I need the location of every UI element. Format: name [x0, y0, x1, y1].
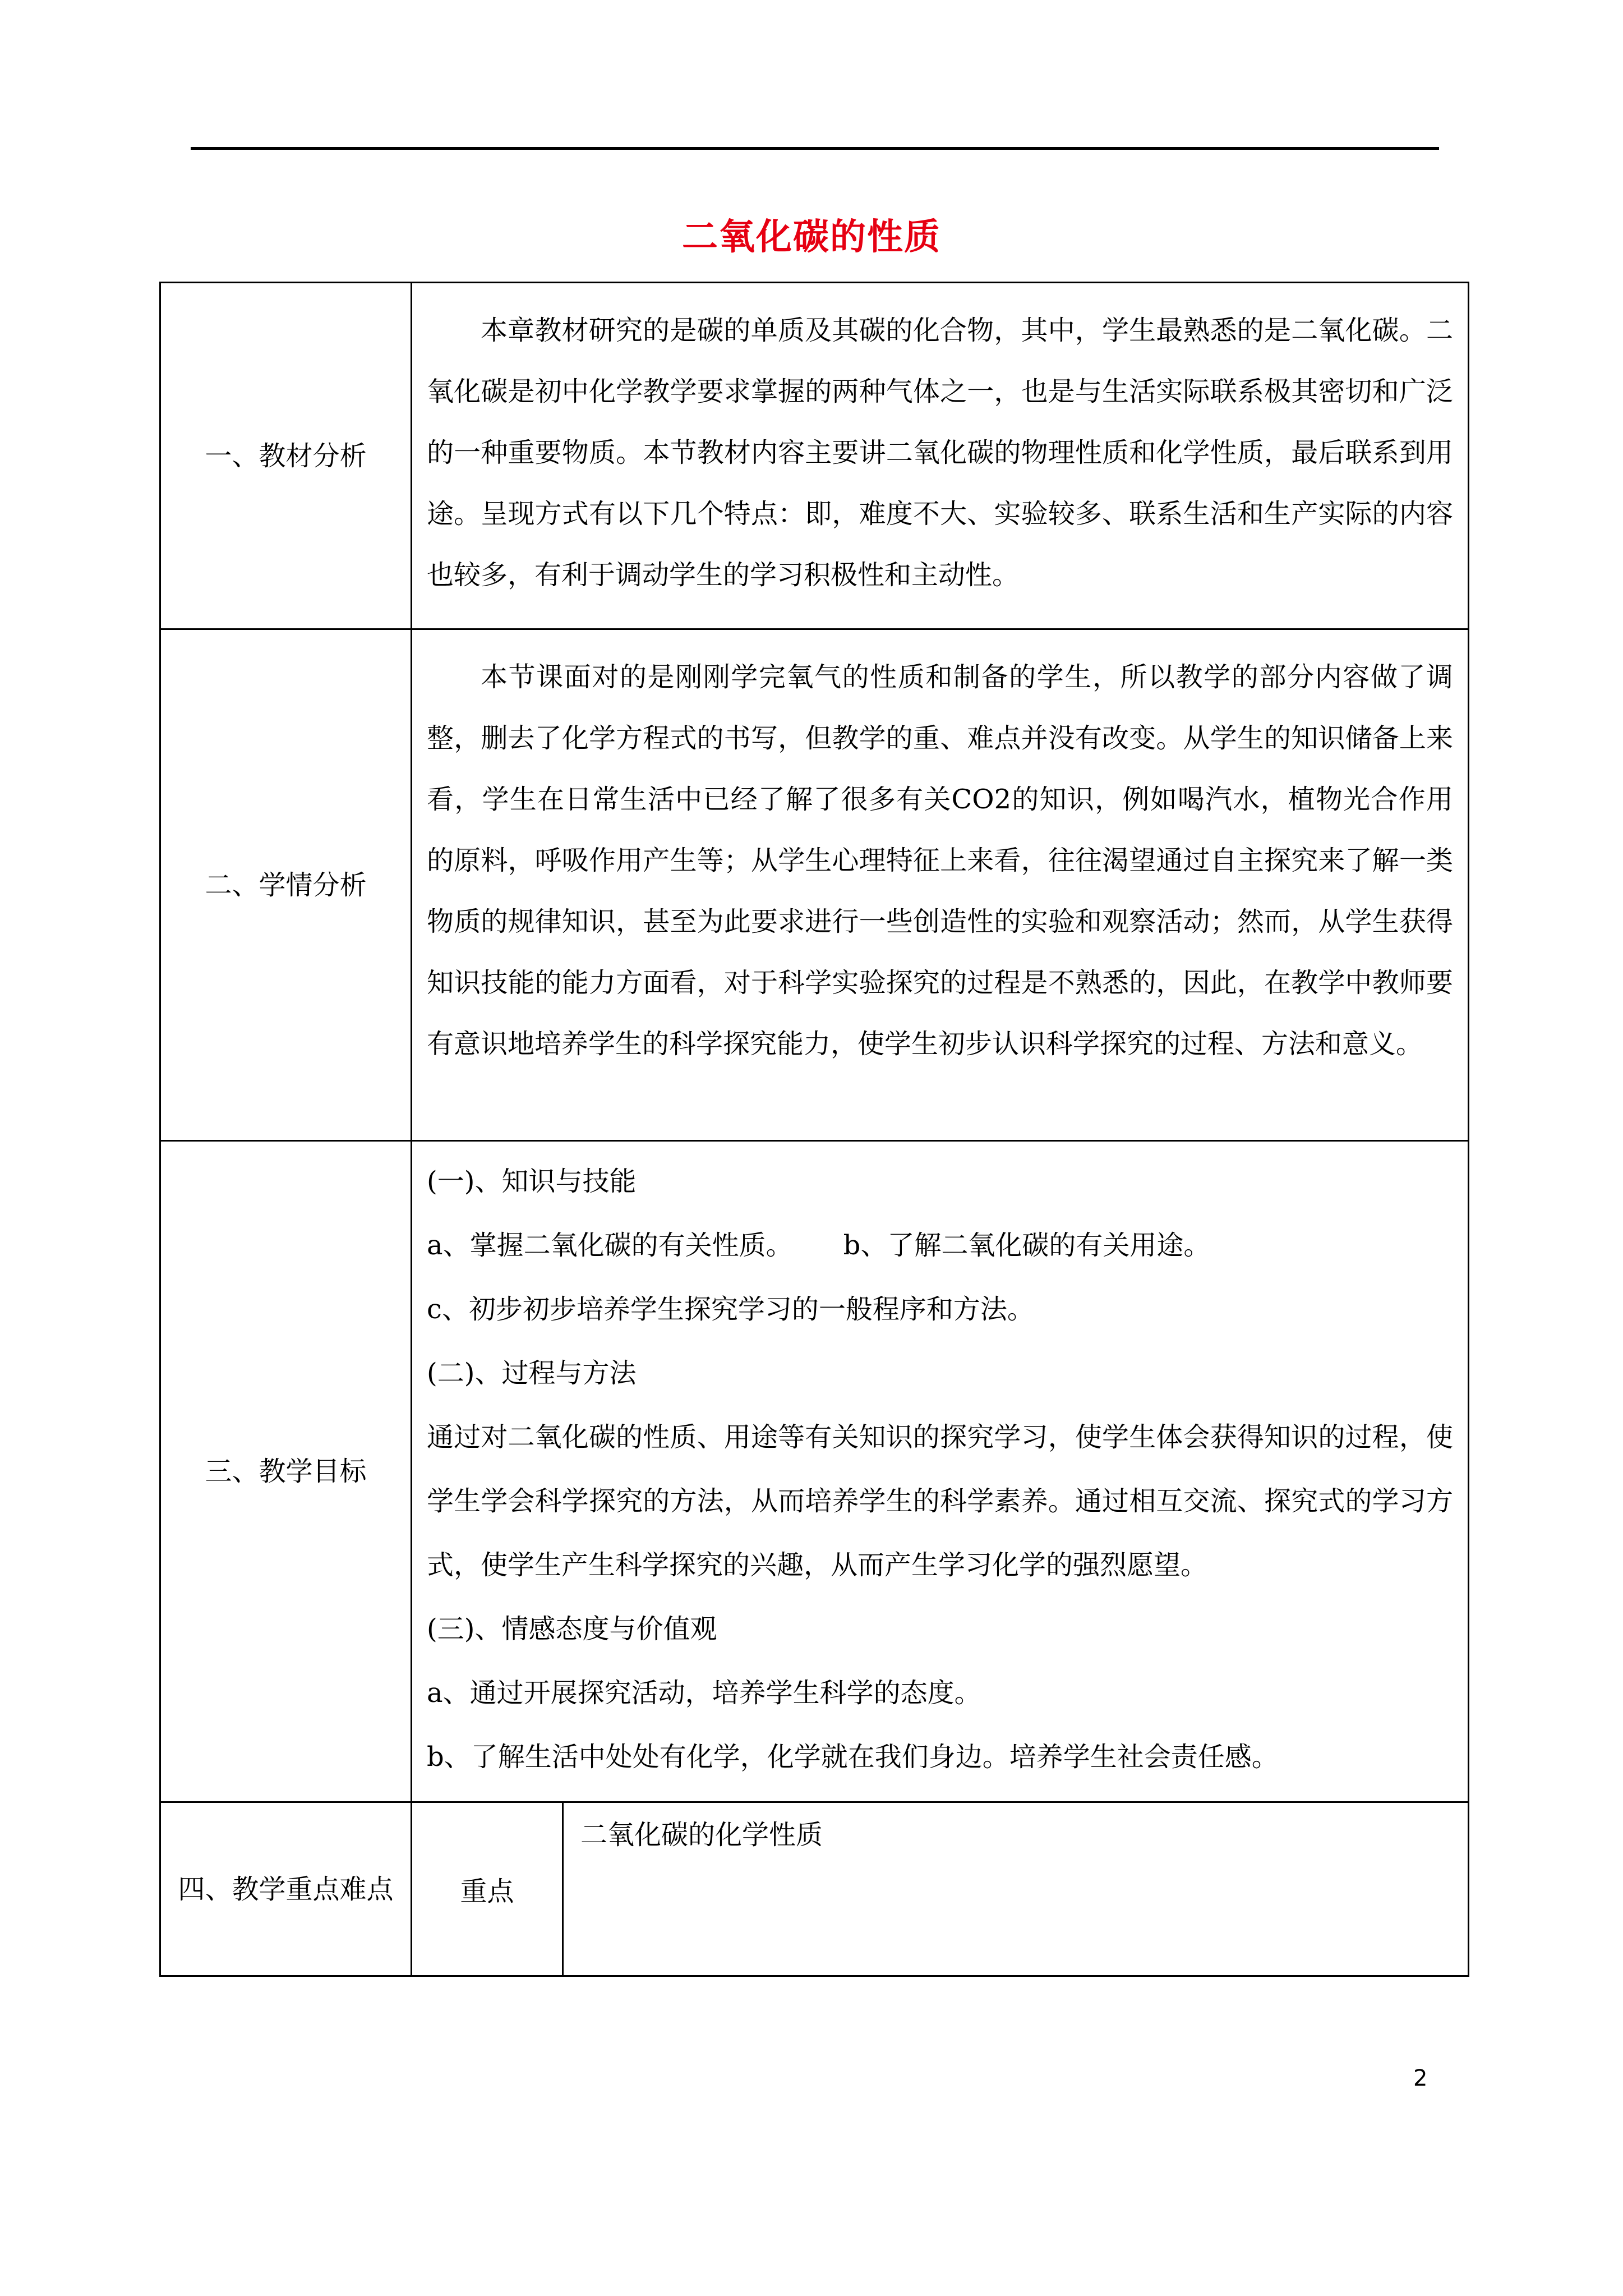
- knowledge-ab-line: [427, 1213, 1453, 1277]
- row-teaching-goals: [160, 1141, 1469, 1802]
- emotion-heading: (三)、情感态度与价值观: [427, 1613, 717, 1645]
- label-teaching-goals: 三、教学目标: [160, 1141, 412, 1802]
- label-student-analysis: 二、学情分析: [160, 629, 412, 1141]
- row-key-points: [160, 1802, 1469, 1976]
- knowledge-item-c: c、初步初步培养学生探究学习的一般程序和方法。: [427, 1294, 1034, 1325]
- page-number: 2: [1413, 2065, 1428, 2091]
- student-analysis-text: 本节课面对的是刚刚学完氧气的性质和制备的学生，所以教学的部分内容做了调整，删去了化学方程式的书写，但教学的重、难点并没有改变。从学生的知识储备上来看，学生在日常生活中已经了解了很多有关CO2的知识，例如喝汽水，植物光合作用的原料，呼吸作用产生等；从学生心理特征上来看，往往渴望通过自主探究来了解一类物质的规律知识，甚至为此要求进行一些创造性的实验和观察活动；然而，从学生获得知识技能的能力方面看，对于科学实验探究的过程是不熟悉的，因此，在教学中教师要有意识地培养学生的科学探究能力，使学生初步认识科学探究的过程、方法和意义。: [427, 661, 1454, 1060]
- page-title: 二氧化碳的性质: [682, 216, 941, 258]
- emotion-item-b: b、了解生活中处处有化学，化学就在我们身边。培养学生社会责任感。: [427, 1741, 1279, 1773]
- content-textbook-analysis: [412, 283, 1469, 629]
- header-rule: [191, 147, 1439, 150]
- process-text: 通过对二氧化碳的性质、用途等有关知识的探究学习，使学生体会获得知识的过程，使学生学会科学探究的方法，从而培养学生的科学素养。通过相互交流、探究式的学习方式，使学生产生科学探究的兴趣，从而产生学习化学的强烈愿望。: [427, 1421, 1454, 1581]
- content-student-analysis: [412, 629, 1469, 1141]
- process-heading: (二)、过程与方法: [427, 1358, 637, 1389]
- key-point-label: 重点: [412, 1802, 563, 1976]
- textbook-analysis-text: 本章教材研究的是碳的单质及其碳的化合物，其中，学生最熟悉的是二氧化碳。二氧化碳是初中化学教学要求掌握的两种气体之一，也是与生活实际联系极其密切和广泛的一种重要物质。本节教材内容主要讲二氧化碳的物理性质和化学性质，最后联系到用途。呈现方式有以下几个特点：即，难度不大、实验较多、联系生活和生产实际的内容也较多，有利于调动学生的学习积极性和主动性。: [427, 315, 1454, 591]
- row-textbook-analysis: [160, 283, 1469, 629]
- key-point-content: 二氧化碳的化学性质: [563, 1802, 1469, 1976]
- label-key-points: 四、教学重点难点: [160, 1802, 412, 1976]
- emotion-item-a: a、通过开展探究活动，培养学生科学的态度。: [427, 1677, 981, 1709]
- lesson-plan-table: [159, 282, 1469, 1977]
- knowledge-heading: (一)、知识与技能: [427, 1166, 637, 1197]
- content-teaching-goals: [412, 1141, 1469, 1802]
- knowledge-item-a: a、掌握二氧化碳的有关性质。: [427, 1230, 793, 1261]
- knowledge-item-b: b、了解二氧化碳的有关用途。: [843, 1230, 1211, 1261]
- label-textbook-analysis: 一、教材分析: [160, 283, 412, 629]
- row-student-analysis: [160, 629, 1469, 1141]
